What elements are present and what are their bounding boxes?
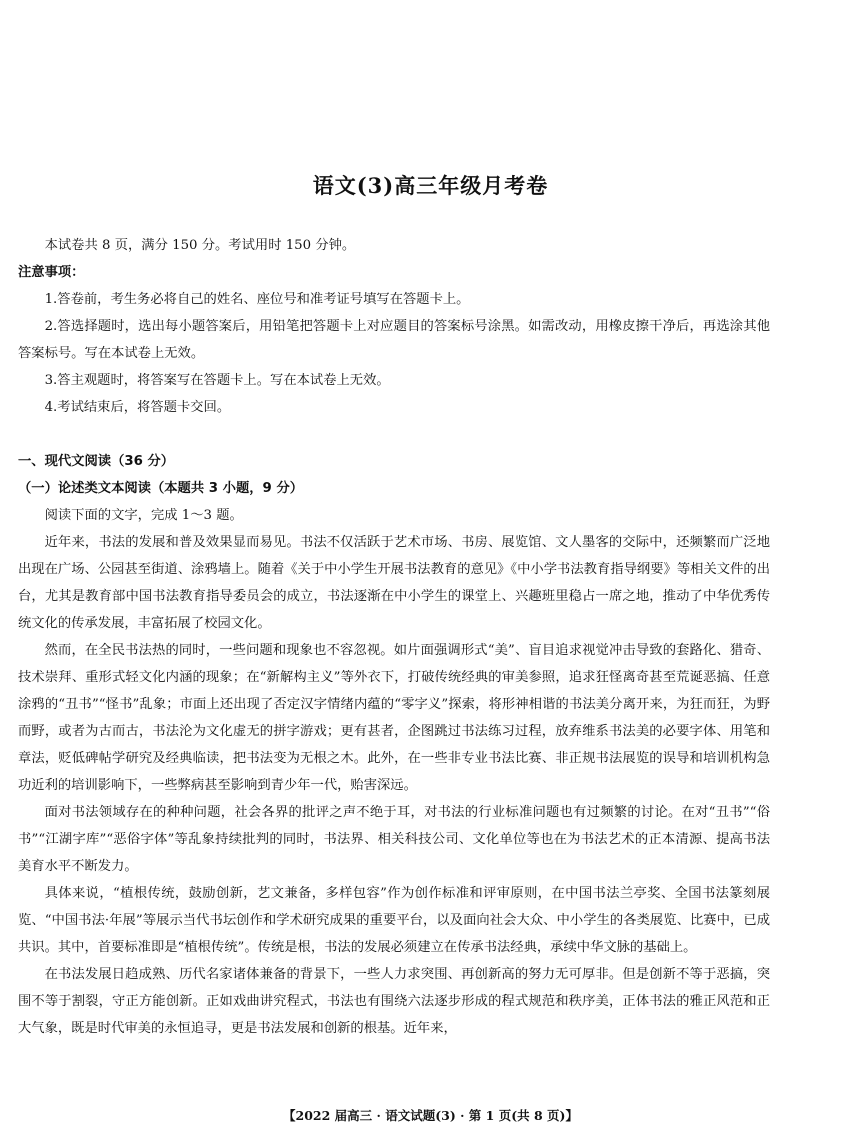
page-footer: 【2022 届高三 · 语文试题(3) · 第 1 页(共 8 页)】 [283,1108,578,1123]
passage-paragraph: 面对书法领域存在的种种问题，社会各界的批评之声不绝于耳，对书法的行业标准问题也有过频繁的讨论。在对“丑书”“俗书”“江湖字库”“恶俗字体”等乱象持续批判的同时，书法界、相关科技公司、文化单位等也在为书法艺术的正本清源、提高书法美育水平不断发力。 [18,805,770,874]
section-heading: 一、现代文阅读（36 分） [18,454,175,469]
intro-text: 本试卷共 8 页，满分 150 分。考试用时 150 分钟。 [44,238,356,253]
notice-heading: 注意事项： [18,265,85,280]
passage-paragraph: 在书法发展日趋成熟、历代名家诸体兼备的背景下，一些人力求突围、再创新高的努力无可厚非。但是创新不等于恶搞，突围不等于割裂，守正方能创新。正如戏曲讲究程式，书法也有围绕六法逐步形成的程式规范和秩序美，正体书法的雅正风范和正大气象，既是时代审美的永恒追寻，更是书法发展和创新的根基。近年来， [18,967,770,1036]
subsection-heading: （一）论述类文本阅读（本题共 3 小题，9 分） [18,481,304,496]
notice-item: 3.答主观题时，将答案写在答题卡上。写在本试卷上无效。 [44,373,390,388]
notice-item: 2.答选择题时，选出每小题答案后，用铅笔把答题卡上对应题目的答案标号涂黑。如需改动，用橡皮擦干净后，再选涂其他答案标号。写在本试卷上无效。 [18,319,770,361]
passage-paragraph: 近年来，书法的发展和普及效果显而易见。书法不仅活跃于艺术市场、书房、展览馆、文人墨客的交际中，还频繁而广泛地出现在广场、公园甚至街道、涂鸦墙上。随着《关于中小学生开展书法教育的意见》《中小学书法教育指导纲要》等相关文件的出台，尤其是教育部中国书法教育指导委员会的成立，书法逐渐在中小学生的课堂上、兴趣班里稳占一席之地，推动了中华优秀传统文化的传承发展，丰富拓展了校园文化。 [18,535,770,631]
page-content [18,232,770,1042]
passage-paragraph: 具体来说，“植根传统，鼓励创新，艺文兼备，多样包容”作为创作标准和评审原则，在中国书法兰亭奖、全国书法篆刻展览、“中国书法·年展”等展示当代书坛创作和学术研究成果的重要平台，以及面向社会大众、中小学生的各类展览、比赛中，已成共识。其中，首要标准即是“植根传统”。传统是根，书法的发展必须建立在传承书法经典，承续中华文脉的基础上。 [18,886,770,955]
page-title: 语文(3)高三年级月考卷 [312,173,549,198]
notice-item: 1.答卷前，考生务必将自己的姓名、座位号和准考证号填写在答题卡上。 [44,292,470,307]
passage-paragraph: 然而，在全民书法热的同时，一些问题和现象也不容忽视。如片面强调形式“美”、盲目追求视觉冲击导致的套路化、猎奇、技术崇拜、重形式轻文化内涵的现象；在“新解构主义”等外衣下，打破传统经典的审美参照，追求狂怪离奇甚至荒诞恶搞、任意涂鸦的“丑书”“怪书”乱象；市面上还出现了否定汉字情绪内蕴的“零字义”探索，将形神相谐的书法美分离开来，为狂而狂，为野而野，或者为古而古，书法沦为文化虚无的拼字游戏；更有甚者，企图跳过书法练习过程，放弃维系书法美的必要字体、用笔和章法，贬低碑帖学研究及经典临读，把书法变为无根之木。此外，在一些非专业书法比赛、非正规书法展览的误导和培训机构急功近利的培训影响下，一些弊病甚至影响到青少年一代，贻害深远。 [18,643,770,793]
spacer [18,421,770,448]
notice-item: 4.考试结束后，将答题卡交回。 [44,400,231,415]
reading-instruction: 阅读下面的文字，完成 1～3 题。 [44,508,243,523]
